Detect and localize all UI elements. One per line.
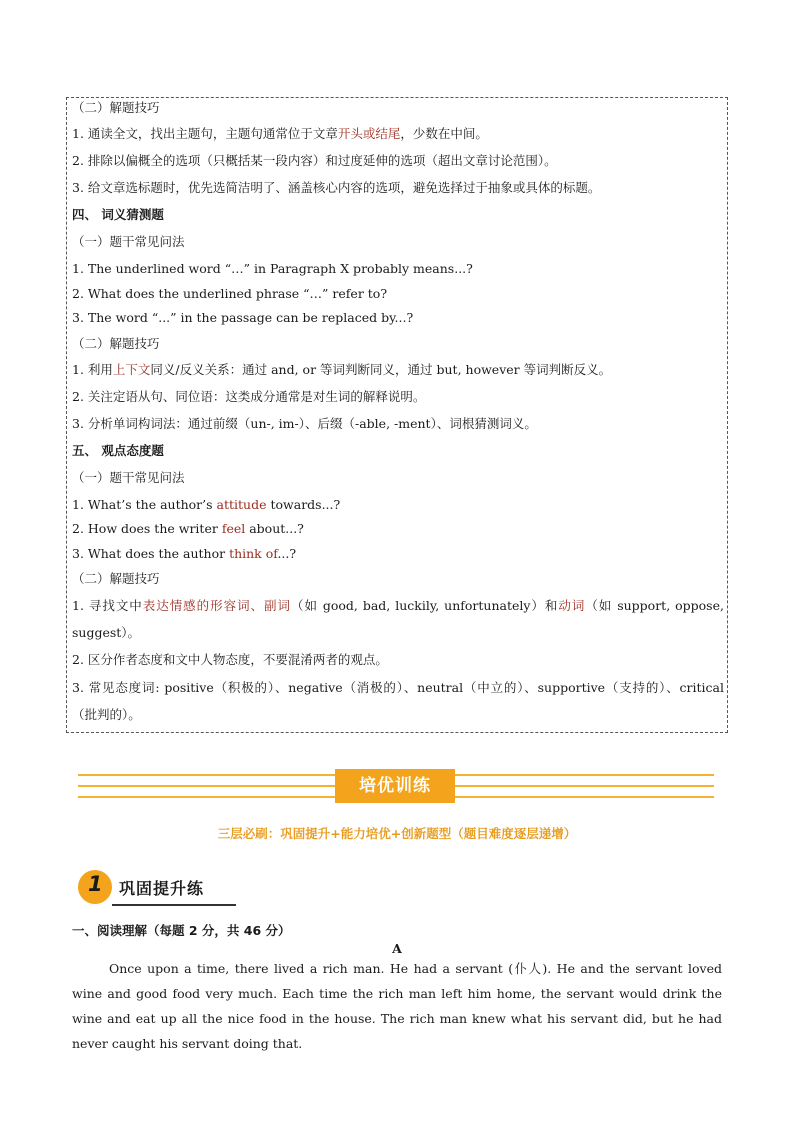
- line-text: 1. 通读全文，找出主题句，主题句通常位于文章: [72, 126, 338, 141]
- line-text: （如 support, oppose,: [585, 598, 724, 613]
- highlight-text: think of: [229, 546, 278, 561]
- highlight-text: attitude: [216, 497, 267, 512]
- tips-line: 四、 词义猜测题: [72, 207, 164, 222]
- tips-line: （批判的）。: [72, 707, 141, 722]
- line-text: about...?: [245, 521, 304, 536]
- tips-line: （一）题干常见问法: [72, 234, 185, 249]
- tips-line: suggest）。: [72, 625, 141, 640]
- line-text: （如 good, bad, luckily, unfortunately）和: [290, 598, 559, 613]
- tips-line: （二）解题技巧: [72, 571, 160, 586]
- passage-label: A: [392, 941, 402, 956]
- line-text: ，少数在中间。: [400, 126, 488, 141]
- line-text: 1. What’s the author’s: [72, 497, 217, 512]
- tips-line: 3. 给文章选标题时，优先选简洁明了、涵盖核心内容的选项，避免选择过于抽象或具体的标题。: [72, 180, 601, 195]
- line-text: ...?: [277, 546, 297, 561]
- highlight-text: 开头或结尾: [337, 126, 401, 141]
- tips-line: [72, 598, 724, 614]
- line-text: 3. What does the author: [72, 546, 230, 561]
- tips-line: 3. 分析单词构词法：通过前缀（un-, im-）、后缀（-able, -ment）、词根猜测词义。: [72, 416, 537, 431]
- tips-line: 3. 常见态度词: positive（积极的）、negative（消极的）、neutral（中立的）、supportive（支持的）、critical: [72, 680, 724, 695]
- tips-line: [72, 126, 724, 142]
- tips-line: （一）题干常见问法: [72, 470, 185, 485]
- tips-line: 2. 排除以偏概全的选项（只概括某一段内容）和过度延伸的选项（超出文章讨论范围）。: [72, 153, 557, 168]
- tips-line: [72, 521, 724, 537]
- section-number: 1: [88, 872, 103, 896]
- tips-line: [72, 546, 724, 562]
- tips-line: 2. 关注定语从句、同位语：这类成分通常是对生词的解释说明。: [72, 389, 426, 404]
- tips-line: （二）解题技巧: [72, 100, 160, 115]
- highlight-text: 动词: [558, 598, 586, 613]
- line-text: 同义/反义关系：通过 and, or 等词判断同义，通过 but, however 等词判断反义。: [150, 362, 612, 377]
- passage-text: Once upon a time, there lived a rich man. He had a servant (仆人). He and the servant loved wine and good food very much. Each time the rich man left him home, the servant would drink the wine and eat up all the nice food in the house. The rich man knew what his servant did, but he had never caught his servant doing that.: [72, 961, 722, 1051]
- highlight-text: 表达情感的形容词、副词: [142, 598, 291, 613]
- banner-label: 培优训练: [335, 769, 455, 803]
- tips-line: [72, 497, 724, 513]
- tips-line: （二）解题技巧: [72, 336, 160, 351]
- tips-line: 2. What does the underlined phrase “…” refer to?: [72, 286, 388, 301]
- line-text: 2. How does the writer: [72, 521, 222, 536]
- tips-line: [72, 362, 724, 378]
- tips-line: 1. The underlined word “…” in Paragraph X probably means...?: [72, 261, 473, 276]
- highlight-text: 上下文: [112, 362, 151, 377]
- section-underline: [112, 904, 236, 906]
- tips-line: 五、 观点态度题: [72, 443, 164, 458]
- banner-subtitle: 三层必刷：巩固提升+能力培优+创新题型（题目难度逐层递增）: [217, 826, 577, 841]
- question-header: 一、阅读理解（每题 2 分，共 46 分）: [72, 923, 291, 938]
- line-text: towards...?: [266, 497, 341, 512]
- highlight-text: feel: [221, 521, 246, 536]
- section-title: 巩固提升练: [119, 879, 205, 898]
- line-text: 1. 寻找文中: [72, 598, 143, 613]
- tips-line: 2. 区分作者态度和文中人物态度，不要混淆两者的观点。: [72, 652, 388, 667]
- line-text: 1. 利用: [72, 362, 113, 377]
- tips-line: 3. The word “...” in the passage can be replaced by...?: [72, 310, 414, 325]
